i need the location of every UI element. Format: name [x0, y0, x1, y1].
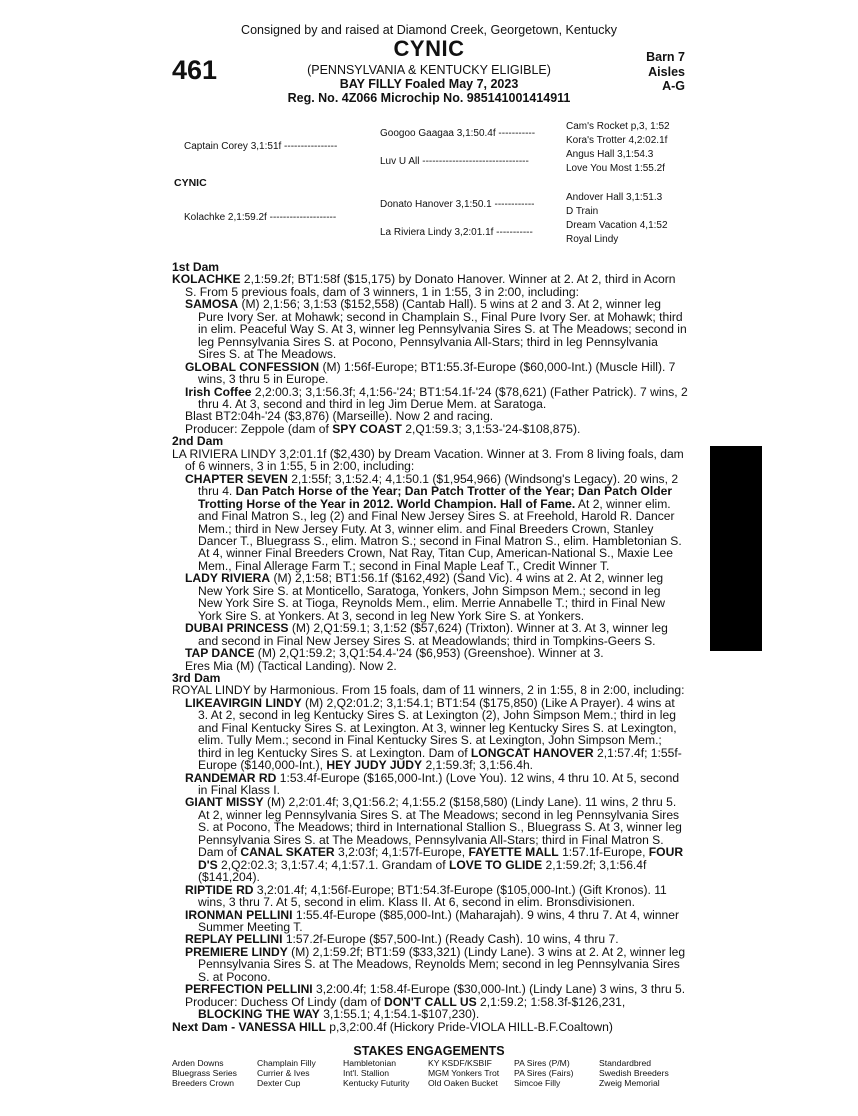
foal-record: 2,2:00.3; 3,1:56.3f; 4,1:56-'24; BT1:54.1f-'24 ($78,621) (Father Patrick). 7 wins, 2 thru 4. At 3, second and third in leg Jim Derue Mem. at Saratoga.	[198, 384, 688, 411]
stakes-item: PA Sires (Fairs)	[514, 1068, 574, 1079]
pedigree-sire-sire: Googoo Gaagaa 3,1:50.4f -----------	[380, 128, 536, 139]
offspring-name: CANAL SKATER	[240, 845, 335, 860]
foal-record: (M) 2,Q1:59.2; 3,Q1:54.4-'24 ($6,953) (Greenshoe). Winner at 3.	[254, 646, 604, 661]
foal-name: REPLAY PELLINI	[185, 932, 283, 947]
stakes-column	[599, 1058, 669, 1089]
foal-name: GLOBAL CONFESSION	[185, 359, 320, 374]
producer-text: 3,1:55.1; 4,1:54.1-$107,230).	[319, 1007, 480, 1022]
stakes-item: MGM Yonkers Trot	[428, 1068, 500, 1079]
producer-line	[172, 423, 688, 435]
foal-name: SAMOSA	[185, 297, 239, 312]
foal-name: IRONMAN PELLINI	[185, 907, 293, 922]
stakes-item: Arden Downs	[172, 1058, 224, 1068]
offspring-name: FOUR D'S	[198, 845, 684, 872]
pedigree-gen3-8: Royal Lindy	[566, 234, 619, 245]
foal-record: (M) 2,1:56; 3,1:53 ($152,558) (Cantab Hall). 5 wins at 2 and 3. At 2, winner leg Pure Ivory Ser. at Mohawk; second in Champlain S., Final Pure Ivory Ser. at Mohawk; third in elim. Peaceful Way S. At 3, winner leg Pennsylvania Sires S. at The Meadows; second in leg Pennsylvania Sires S. at Pocono, Pennsylvania All-Stars; third in leg Pennsylvania Sires S. at The Meadows.	[198, 297, 687, 362]
foal-entry	[172, 473, 688, 573]
stakes-item: PA Sires (P/M)	[514, 1058, 570, 1068]
foal-entry-plain: Blast BT2:04h-'24 ($3,876) (Marseille). Now 2 and racing.	[185, 409, 494, 424]
pedigree-sire-dam: Luv U All --------------------------------	[380, 156, 529, 167]
third-dam-heading: 3rd Dam	[172, 670, 221, 685]
foal-record: 1:55.4f-Europe ($85,000-Int.) (Maharajah). 9 wins, 4 thru 7. At 4, winner Summer Meeting T.	[198, 907, 680, 935]
foal-record: (M) 2,1:58; BT1:56.1f ($162,492) (Sand Vic). 4 wins at 2. At 2, winner leg New York Sire S. at Monticello, Saratoga, Yonkers, John Simpson Mem.; second in leg New York Sire S. at Tioga, Reynolds Mem., elim. Merrie Annabelle T.; third in Final New York Sire S. at Yonkers. At 3, second in leg New York Sire S. at Yonkers.	[198, 571, 665, 623]
producer-line	[172, 996, 688, 1021]
foal-name: PREMIERE LINDY	[185, 944, 288, 959]
foal-record: 2,1:59.2f; 3,1:56.4f ($141,204).	[198, 857, 647, 885]
stakes-column	[172, 1058, 237, 1089]
horse-name: CYNIC	[393, 36, 465, 61]
hip-number: 461	[172, 55, 218, 85]
producer-offspring: BLOCKING THE WAY	[198, 1007, 320, 1022]
pedigree-dam-sire: Donato Hanover 3,1:50.1 ------------	[380, 199, 535, 210]
stakes-item: Kentucky Futurity	[343, 1078, 410, 1089]
pedigree-dam-dam: La Riviera Lindy 3,2:01.1f -----------	[380, 227, 533, 238]
pedigree-gen3-1: Cam's Rocket p,3, 1:52	[566, 121, 670, 132]
pedigree-sire: Captain Corey 3,1:51f ----------------	[184, 141, 338, 152]
consignor-line: Consigned by and raised at Diamond Creek, Georgetown, Kentucky	[241, 23, 617, 37]
offspring-name: FAYETTE MALL	[468, 845, 559, 860]
pedigree-gen3-4: Love You Most 1:55.2f	[566, 163, 665, 174]
stakes-item: Currier & Ives	[257, 1068, 310, 1079]
stakes-column	[257, 1058, 316, 1089]
stakes-item: Swedish Breeders	[599, 1068, 669, 1079]
foal-record: (M) 2,Q1:59.1; 3,1:52 ($57,624) (Trixton). Winner at 3. At 3, winner leg and second in Final New Jersey Sires S. at Meadowlands; third in Tompkins-Geers S.	[198, 621, 668, 648]
producer-text: 2,Q1:59.3; 3,1:53-'24-$108,875).	[401, 421, 581, 436]
aisles-range: A-G	[662, 79, 685, 93]
registration-line: Reg. No. 4Z066 Microchip No. 985141001414911	[287, 91, 571, 105]
pedigree-gen3-3: Angus Hall 3,1:54.3	[566, 149, 654, 160]
first-dam-entry	[172, 273, 688, 298]
foal-record: 3,2:01.4f; 4,1:56f-Europe; BT1:54.3f-Europe ($105,000-Int.) (Gift Kronos). 11 wins, 3 thru 7. At 5, second in elim. Klass II. At 6, second in elim. Bronsdivisionen.	[198, 882, 667, 910]
stakes-item: Standardbred	[599, 1058, 652, 1068]
first-dam-heading: 1st Dam	[172, 260, 220, 274]
stakes-item: Dexter Cup	[257, 1078, 301, 1089]
stakes-title: STAKES ENGAGEMENTS	[353, 1044, 505, 1058]
foal-name: LIKEAVIRGIN LINDY	[185, 695, 302, 710]
foal-record: 2,1:59.3f; 3,1:56.4h.	[422, 758, 534, 773]
foal-entry	[172, 946, 688, 983]
stakes-item: Old Oaken Bucket	[428, 1078, 498, 1089]
next-dam-text: p,3,2:00.4f (Hickory Pride-VIOLA HILL-B.F.Coaltown)	[325, 1019, 613, 1034]
second-dam-heading: 2nd Dam	[172, 434, 224, 449]
stakes-item: Bluegrass Series	[172, 1068, 237, 1079]
foal-entry	[172, 298, 688, 360]
foal-record: (M) 2,2:01.4f; 3,Q1:56.2; 4,1:55.2 ($158,580) (Lindy Lane). 11 wins, 2 thru 5. At 2, winner leg Pennsylvania Sires S. at The Meadows; second in leg Pennsylvania Sires S. at Pocono, The Meadows; third in International Stallion S., Bluegrass S. At 3, winner leg Pennsylvania Sires S. at The Meadows, Pennsylvania All-Stars; third in Final Matron S. Dam of	[198, 795, 682, 860]
stakes-item: Champlain Filly	[257, 1058, 316, 1068]
foal-name: RIPTIDE RD	[185, 882, 254, 897]
stakes-column	[343, 1058, 409, 1089]
pedigree-subject: CYNIC	[174, 177, 207, 189]
foal-record: 1:57.2f-Europe ($57,500-Int.) (Ready Cash). 10 wins, 4 thru 7.	[282, 932, 619, 947]
aisles-line: Aisles	[648, 64, 685, 79]
foal-record: 3,2:00.4f; 1:58.4f-Europe ($30,000-Int.) (Lindy Lane) 3 wins, 3 thru 5.	[312, 982, 686, 997]
barn-location	[646, 50, 685, 94]
foal-record: 1:57.1f-Europe,	[558, 845, 649, 860]
stakes-item: Simcoe Filly	[514, 1078, 561, 1089]
foal-name: CHAPTER SEVEN	[185, 471, 288, 486]
foal-entry	[172, 622, 688, 647]
foal-entry	[172, 796, 688, 883]
foal-honors: Dan Patch Horse of the Year; Dan Patch Trotter of the Year; Dan Patch Older Trotting Horse of the Year in 2012. World Champion. Hall of Fame.	[198, 484, 673, 511]
foal-name: RANDEMAR RD	[185, 770, 277, 785]
foal-entry	[172, 361, 688, 386]
next-dam-line	[172, 1021, 688, 1033]
stakes-column	[428, 1058, 499, 1089]
pedigree-dam: Kolachke 2,1:59.2f --------------------	[184, 212, 337, 223]
foal-record: 1:53.4f-Europe ($165,000-Int.) (Love You). 12 wins, 4 thru 10. At 5, second in Final Klass I.	[198, 770, 680, 798]
first-dam-record: 2,1:59.2f; BT1:58f ($15,175) by Donato Hanover. Winner at 2. At 2, third in Acorn S. From 5 previous foals, dam of 3 winners, 1 in 1:55, 3 in 2:00, including:	[185, 272, 676, 299]
foal-record: At 2, winner elim. and Final Matron S., leg (2) and Final New Jersey Sires S. at Freehold, Harold R. Dancer Mem.; third in New Jersey Futy. At 3, winner elim. and Final Breeders Crown, Stanley Dancer T., Bluegrass S., elim. Matron S.; second in Final Matron S., elim. Hambletonian S. At 4, winner Final Breeders Crown, Nat Ray, Titan Cup, American-National S., Maxie Lee Mem., Final Allerage Farm T.; second in Final Maple Leaf T., Credit Winner T.	[198, 496, 682, 573]
producer-text: Producer: Duchess Of Lindy (dam of	[185, 994, 384, 1009]
barn-line: Barn 7	[646, 50, 685, 64]
stakes-item: KY KSDF/KSBIF	[428, 1058, 492, 1068]
foaled-line: BAY FILLY Foaled May 7, 2023	[339, 77, 519, 91]
foal-name: DUBAI PRINCESS	[185, 621, 289, 636]
next-dam-label: Next Dam - VANESSA HILL	[172, 1019, 326, 1034]
foal-record: (M) 2,Q2:01.2; 3,1:54.1; BT1:54 ($175,850) (Like A Prayer). 4 wins at 3. At 2, second in leg Kentucky Sires S. at Lexington (2), John Simpson Mem.; third in leg and Final Kentucky Sires S. at Lexington. At 3, winner leg Kentucky Sires S. at Lexington, elim. Tully Mem.; second in Final Kentucky Sires S. at Lexington, John Simpson Mem.; third in leg Kentucky Sires S. at Lexington. Dam of	[198, 695, 677, 760]
foal-record: (M) 2,1:59.2f; BT1:59 ($33,321) (Lindy Lane). 3 wins at 2. At 2, winner leg Pennsylvania Sires S. at The Meadows, Reynolds Mem; second in leg Pennsylvania Sires S. at Pocono.	[198, 944, 686, 984]
foal-record: (M) 1:56f-Europe; BT1:55.3f-Europe ($60,000-Int.) (Muscle Hill). 7 wins, 3 thru 5 in Europe.	[198, 359, 676, 387]
producer-offspring: DON'T CALL US	[383, 994, 477, 1009]
producer-text: 2,1:59.2; 1:58.3f-$126,231,	[476, 994, 626, 1009]
stakes-item: Zweig Memorial	[599, 1078, 660, 1089]
offspring-name: LOVE TO GLIDE	[448, 857, 543, 872]
foal-entry	[172, 772, 688, 797]
foal-name: TAP DANCE	[185, 646, 255, 661]
stakes-item: Hambletonian	[343, 1058, 397, 1068]
foal-record: 3,2:03f; 4,1:57f-Europe,	[334, 845, 469, 860]
foal-entry	[172, 909, 688, 934]
offspring-name: HEY JUDY JUDY	[326, 758, 423, 773]
second-dam-entry: LA RIVIERA LINDY 3,2:01.1f ($2,430) by Dream Vacation. Winner at 3. From 8 living foals, dam of 6 winners, 3 in 1:55, 5 in 2:00, including:	[172, 446, 684, 474]
foal-entry	[172, 386, 688, 411]
foal-record: 2,Q2:02.3; 3,1:57.4; 4,1:57.1. Grandam of	[217, 857, 449, 872]
pedigree-gen3-5: Andover Hall 3,1:51.3	[566, 192, 663, 203]
foal-name: Irish Coffee	[185, 384, 252, 399]
pedigree-gen3-2: Kora's Trotter 4,2:02.1f	[566, 135, 668, 146]
producer-text: Producer: Zeppole (dam of	[185, 421, 333, 436]
offspring-name: LONGCAT HANOVER	[470, 745, 594, 760]
redaction-bar	[710, 446, 762, 651]
pedigree-gen3-7: Dream Vacation 4,1:52	[566, 220, 668, 231]
pedigree-gen3-6: D Train	[566, 206, 599, 217]
foal-entry	[172, 884, 688, 909]
catalog-body	[172, 261, 688, 1033]
eligibility: (PENNSYLVANIA & KENTUCKY ELIGIBLE)	[307, 63, 551, 77]
foal-name: GIANT MISSY	[185, 795, 264, 810]
foal-entry	[172, 697, 688, 772]
stakes-column	[514, 1058, 574, 1089]
foal-record: 2,1:57.4f; 1:55f-Europe ($140,000-Int.),	[198, 745, 682, 773]
foal-entry	[172, 647, 688, 659]
third-dam-entry: ROYAL LINDY by Harmonious. From 15 foals, dam of 11 winners, 2 in 1:55, 8 in 2:00, including:	[172, 683, 685, 698]
producer-offspring: SPY COAST	[332, 421, 402, 436]
foal-name: PERFECTION PELLINI	[185, 982, 313, 997]
stakes-item: Breeders Crown	[172, 1078, 235, 1089]
foal-entry-plain: Eres Mia (M) (Tactical Landing). Now 2.	[185, 658, 397, 673]
foal-entry	[172, 572, 688, 622]
first-dam-name: KOLACHKE	[172, 272, 241, 287]
foal-name: LADY RIVIERA	[185, 571, 271, 586]
stakes-item: Int'l. Stallion	[343, 1068, 390, 1079]
foal-record: 2,1:55f; 3,1:52.4; 4,1:50.1 ($1,954,966) (Windsong's Legacy). 20 wins, 2 thru 4.	[198, 471, 679, 499]
